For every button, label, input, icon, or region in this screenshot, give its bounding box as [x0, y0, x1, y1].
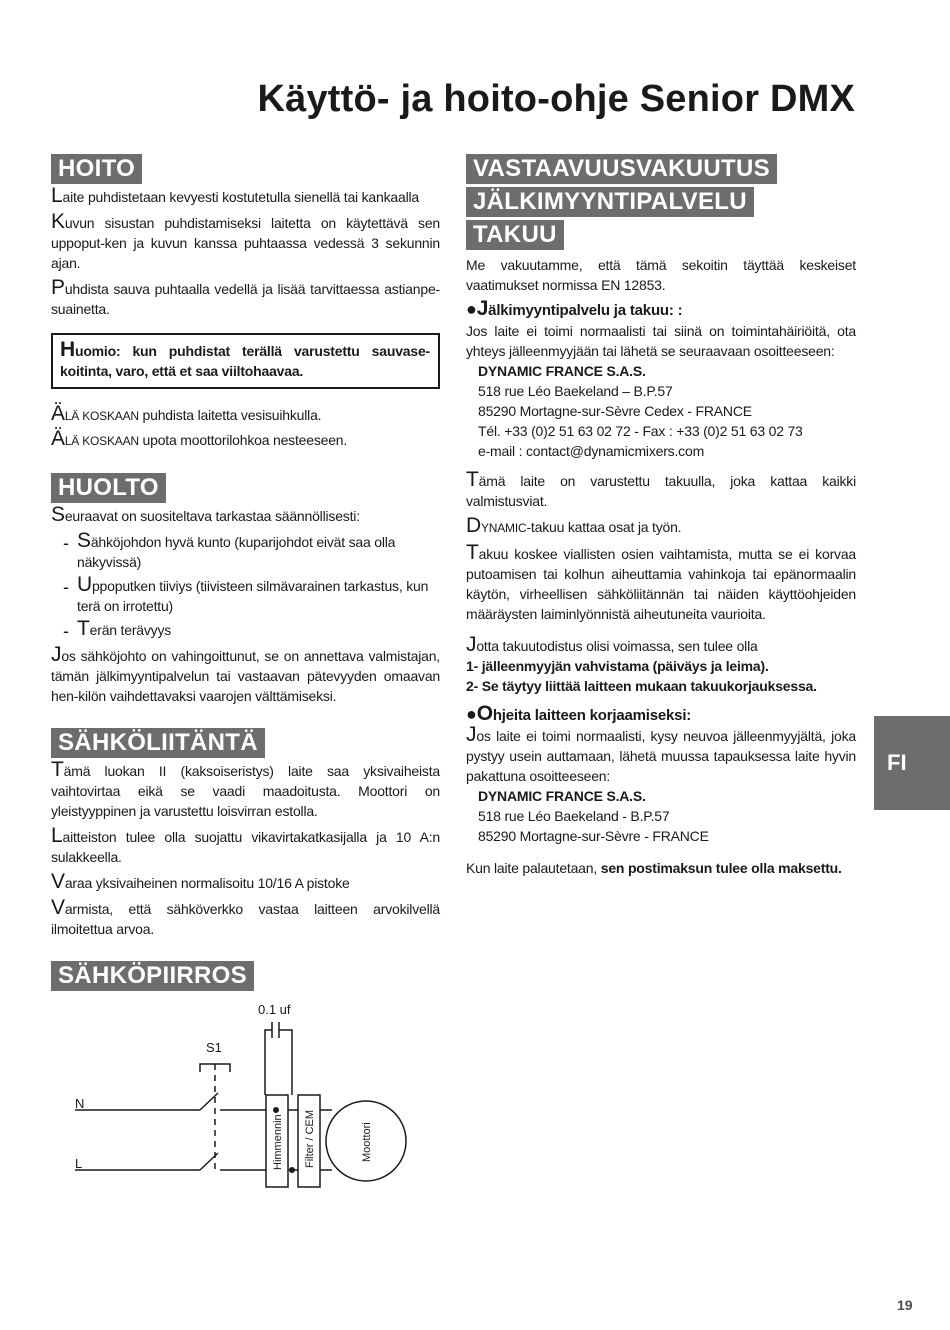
section-heading-takuu: TAKUU	[466, 220, 564, 250]
label-motor: Moottori	[361, 1122, 373, 1162]
sahkoliitanta-paragraph-3: Varaa yksivaiheinen normalisoitu 10/16 A pistoke	[51, 870, 350, 893]
warranty-paragraph-1: Tämä laite on varustettu takuulla, joka kattaa kaikki valmistusviat.	[466, 468, 856, 509]
conformity-statement: Me vakuutamme, että tämä sekoitin täyttää keskeiset vaatimukset normissa EN 12853.	[466, 257, 856, 293]
hoito-paragraph-2: Kuvun sisustan puhdistamiseksi laitetta on käytettävä sen uppoput-ken ja kuvun kanssa puhtaassa vedessä 3 sekunnin ajan.	[51, 210, 440, 271]
huolto-checklist	[63, 529, 440, 640]
never-notice-1: ÄLÄ KOSKAAN puhdista laitetta vesisuihkulla.	[51, 402, 322, 425]
address-company: DYNAMIC FRANCE S.A.S.	[478, 788, 646, 804]
warranty-paragraph-3: Takuu koskee viallisten osien vaihtamista, mutta se ei korvaa putoamisen tai kolhun aiheuttamia vahinkoja tai epänormaalin käytön, virheellisen sähköliitännän tai näiden käyttöohjeiden määräysten laiminlyönnistä aiheutuneita vaurioita.	[466, 541, 856, 622]
validity-intro: Jotta takuutodistus olisi voimassa, sen tulee olla	[466, 633, 758, 656]
section-heading-stack	[466, 154, 856, 250]
section-sahkopiirros	[51, 961, 440, 994]
list-item: - Terän terävyys	[63, 620, 440, 640]
address-city: 85290 Mortagne-sur-Sèvre Cedex - FRANCE	[478, 403, 752, 419]
validity-condition-1: 1- jälleenmyyjän vahvistama (päiväys ja leima).	[466, 658, 769, 674]
section-sahkoliitanta	[51, 728, 440, 939]
warranty-paragraph-2: DYNAMIC-takuu kattaa osat ja työn.	[466, 514, 682, 537]
warning-box: Huomio: kun puhdistat terällä varustettu sauvase-koitinta, varo, että et saa viiltohaavaa.	[51, 333, 440, 389]
capacitor-wire-left	[265, 1030, 272, 1095]
never-notice-2: ÄLÄ KOSKAAN upota moottorilohkoa nesteeseen.	[51, 427, 348, 450]
node-dot	[273, 1107, 279, 1113]
return-note: Kun laite palautetaan, sen postimaksun tulee olla maksettu.	[466, 860, 842, 876]
label-capacitor: 0.1 uf	[258, 1002, 291, 1017]
huolto-outro: Jos sähköjohto on vahingoittunut, se on annettava valmistajan, tämän jälkimyyntipalvelun tai vastaavan pätevyyden omaavan hen-kilön vaihdettavaksi vaarojen välttämiseksi.	[51, 643, 440, 704]
address-city: 85290 Mortagne-sur-Sèvre - FRANCE	[478, 828, 709, 844]
label-dimmer: Himmennin	[272, 1114, 284, 1170]
label-filter: Filter / CEM	[304, 1109, 316, 1168]
repair-heading: ●Ohjeita laitteen korjaamiseksi:	[466, 702, 692, 725]
page-number: 19	[897, 1297, 913, 1313]
huolto-intro: Seuraavat on suositeltava tarkastaa säännöllisesti:	[51, 503, 360, 526]
aftersales-text: Jos laite ei toimi normaalisti tai siinä on toimintahäiriöitä, ota yhteys jälleenmyyjään tai lähetä se seuraavaan osoitteeseen:	[466, 323, 856, 359]
sahkoliitanta-paragraph-2: Laitteiston tulee olla suojattu vikavirtakatkasijalla ja 10 A:n sulakkeella.	[51, 824, 440, 865]
label-s1: S1	[206, 1040, 222, 1055]
address-block-1	[466, 361, 856, 461]
right-column	[466, 154, 856, 884]
list-item: - Sähköjohdon hyvä kunto (kuparijohdot eivät saa olla näkyvissä)	[63, 532, 440, 572]
aftersales-heading: ●Jälkimyyntipalvelu ja takuu: :	[466, 297, 683, 320]
validity-condition-2: 2- Se täytyy liittää laitteen mukaan takuukorjauksessa.	[466, 678, 817, 694]
sahkoliitanta-paragraph-1: Tämä luokan II (kaksoiseristys) laite saa yksivaiheista vaihtovirtaa eikä se vaadi maadoitusta. Moottori on yleistyyppinen ja varustettu loisvirran estolla.	[51, 758, 440, 819]
section-heading-jalkimyyntipalvelu: JÄLKIMYYNTIPALVELU	[466, 187, 754, 217]
sahkoliitanta-paragraph-4: Varmista, että sähköverkko vastaa laitteen arvokilvellä ilmoitettua arvoa.	[51, 896, 440, 937]
node-dot	[289, 1167, 295, 1173]
section-heading-vastaavuusvakuutus: VASTAAVUUSVAKUUTUS	[466, 154, 777, 184]
language-tab: FI	[874, 716, 950, 810]
wiring-diagram	[60, 1000, 420, 1195]
left-column	[51, 154, 440, 994]
address-phone: Tél. +33 (0)2 51 63 02 72 - Fax : +33 (0)2 51 63 02 73	[478, 423, 803, 439]
address-street: 518 rue Léo Baekeland - B.P.57	[478, 808, 670, 824]
section-heading-sahkoliitanta: SÄHKÖLIITÄNTÄ	[51, 728, 265, 758]
capacitor-wire-right	[279, 1030, 292, 1095]
section-huolto	[51, 473, 440, 706]
address-company: DYNAMIC FRANCE S.A.S.	[478, 363, 646, 379]
address-email: e-mail : contact@dynamicmixers.com	[478, 443, 705, 459]
section-hoito	[51, 154, 440, 451]
section-heading-huolto: HUOLTO	[51, 473, 166, 503]
section-heading-sahkopiirros: SÄHKÖPIIRROS	[51, 961, 254, 991]
page-title: Käyttö- ja hoito-ohje Senior DMX	[257, 78, 855, 120]
list-item: - Uppoputken tiiviys (tiivisteen silmävarainen tarkastus, kun terä on irrotettu)	[63, 576, 440, 616]
label-n: N	[75, 1096, 85, 1111]
hoito-paragraph-3: Puhdista sauva puhtaalla vedellä ja lisää tarvittaessa astianpe-suainetta.	[51, 276, 440, 317]
label-l: L	[75, 1156, 83, 1171]
repair-text: Jos laite ei toimi normaalisti, kysy neuvoa jälleenmyyjältä, joka pystyy usein auttamaan, lähetä muussa tapauksessa laite hyvin pakattuna osoitteeseen:	[466, 723, 856, 784]
hoito-paragraph-1: Laite puhdistetaan kevyesti kostutetulla sienellä tai kankaalla	[51, 184, 419, 207]
section-heading-hoito: HOITO	[51, 154, 142, 184]
address-block-2	[466, 786, 856, 846]
address-street: 518 rue Léo Baekeland – B.P.57	[478, 383, 673, 399]
